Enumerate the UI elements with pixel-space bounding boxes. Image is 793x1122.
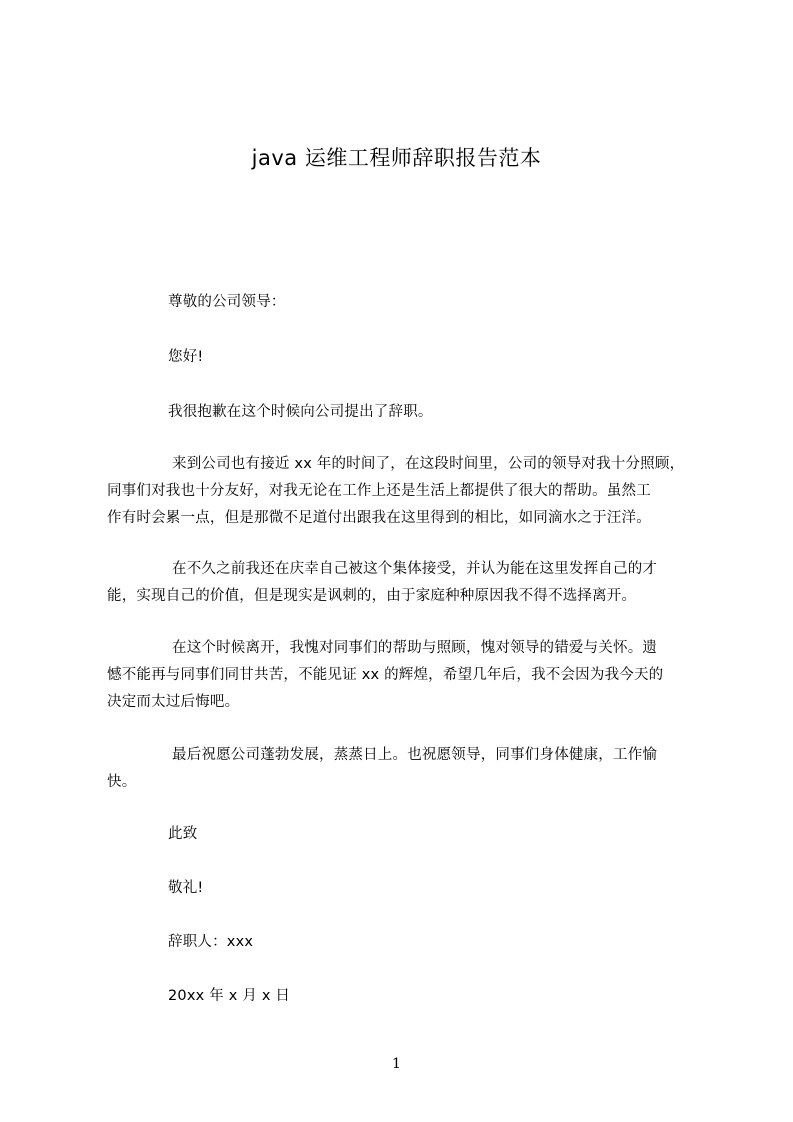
paragraph-3-line-1: 在不久之前我还在庆幸自己被这个集体接受，并认为能在这里发挥自己的才 <box>172 561 658 577</box>
closing: 此致 <box>168 826 198 842</box>
page-number: 1 <box>392 1056 401 1072</box>
paragraph-3-line-2: 能，实现自己的价值，但是现实是讽刺的，由于家庭种种原因我不得不选择离开。 <box>107 588 637 604</box>
signer: 辞职人：xxx <box>168 934 254 950</box>
paragraph-5-line-2: 快。 <box>107 774 137 790</box>
document-title: java 运维工程师辞职报告范本 <box>251 146 542 170</box>
salutation: 尊敬的公司领导： <box>168 294 286 310</box>
paragraph-5-line-1: 最后祝愿公司蓬勃发展，蒸蒸日上。也祝愿领导，同事们身体健康，工作愉 <box>172 747 658 763</box>
paragraph-1: 我很抱歉在这个时候向公司提出了辞职。 <box>168 404 433 420</box>
date: 20xx 年 x 月 x 日 <box>168 988 291 1004</box>
greeting: 您好! <box>168 349 204 365</box>
paragraph-4-line-1: 在这个时候离开，我愧对同事们的帮助与照顾，愧对领导的错爱与关怀。遗 <box>172 640 658 656</box>
paragraph-2-line-2: 同事们对我也十分友好，对我无论在工作上还是生活上都提供了很大的帮助。虽然工 <box>107 483 651 499</box>
paragraph-2-line-1: 来到公司也有接近 xx 年的时间了，在这段时间里，公司的领导对我十分照顾， <box>172 456 685 472</box>
paragraph-4-line-3: 决定而太过后悔吧。 <box>107 694 240 710</box>
paragraph-4-line-2: 憾不能再与同事们同甘共苦，不能见证 xx 的辉煌，希望几年后，我不会因为我今天的 <box>107 667 664 683</box>
regards: 敬礼! <box>168 880 204 896</box>
paragraph-2-line-3: 作有时会累一点，但是那微不足道付出跟我在这里得到的相比，如同滴水之于汪洋。 <box>107 510 651 526</box>
